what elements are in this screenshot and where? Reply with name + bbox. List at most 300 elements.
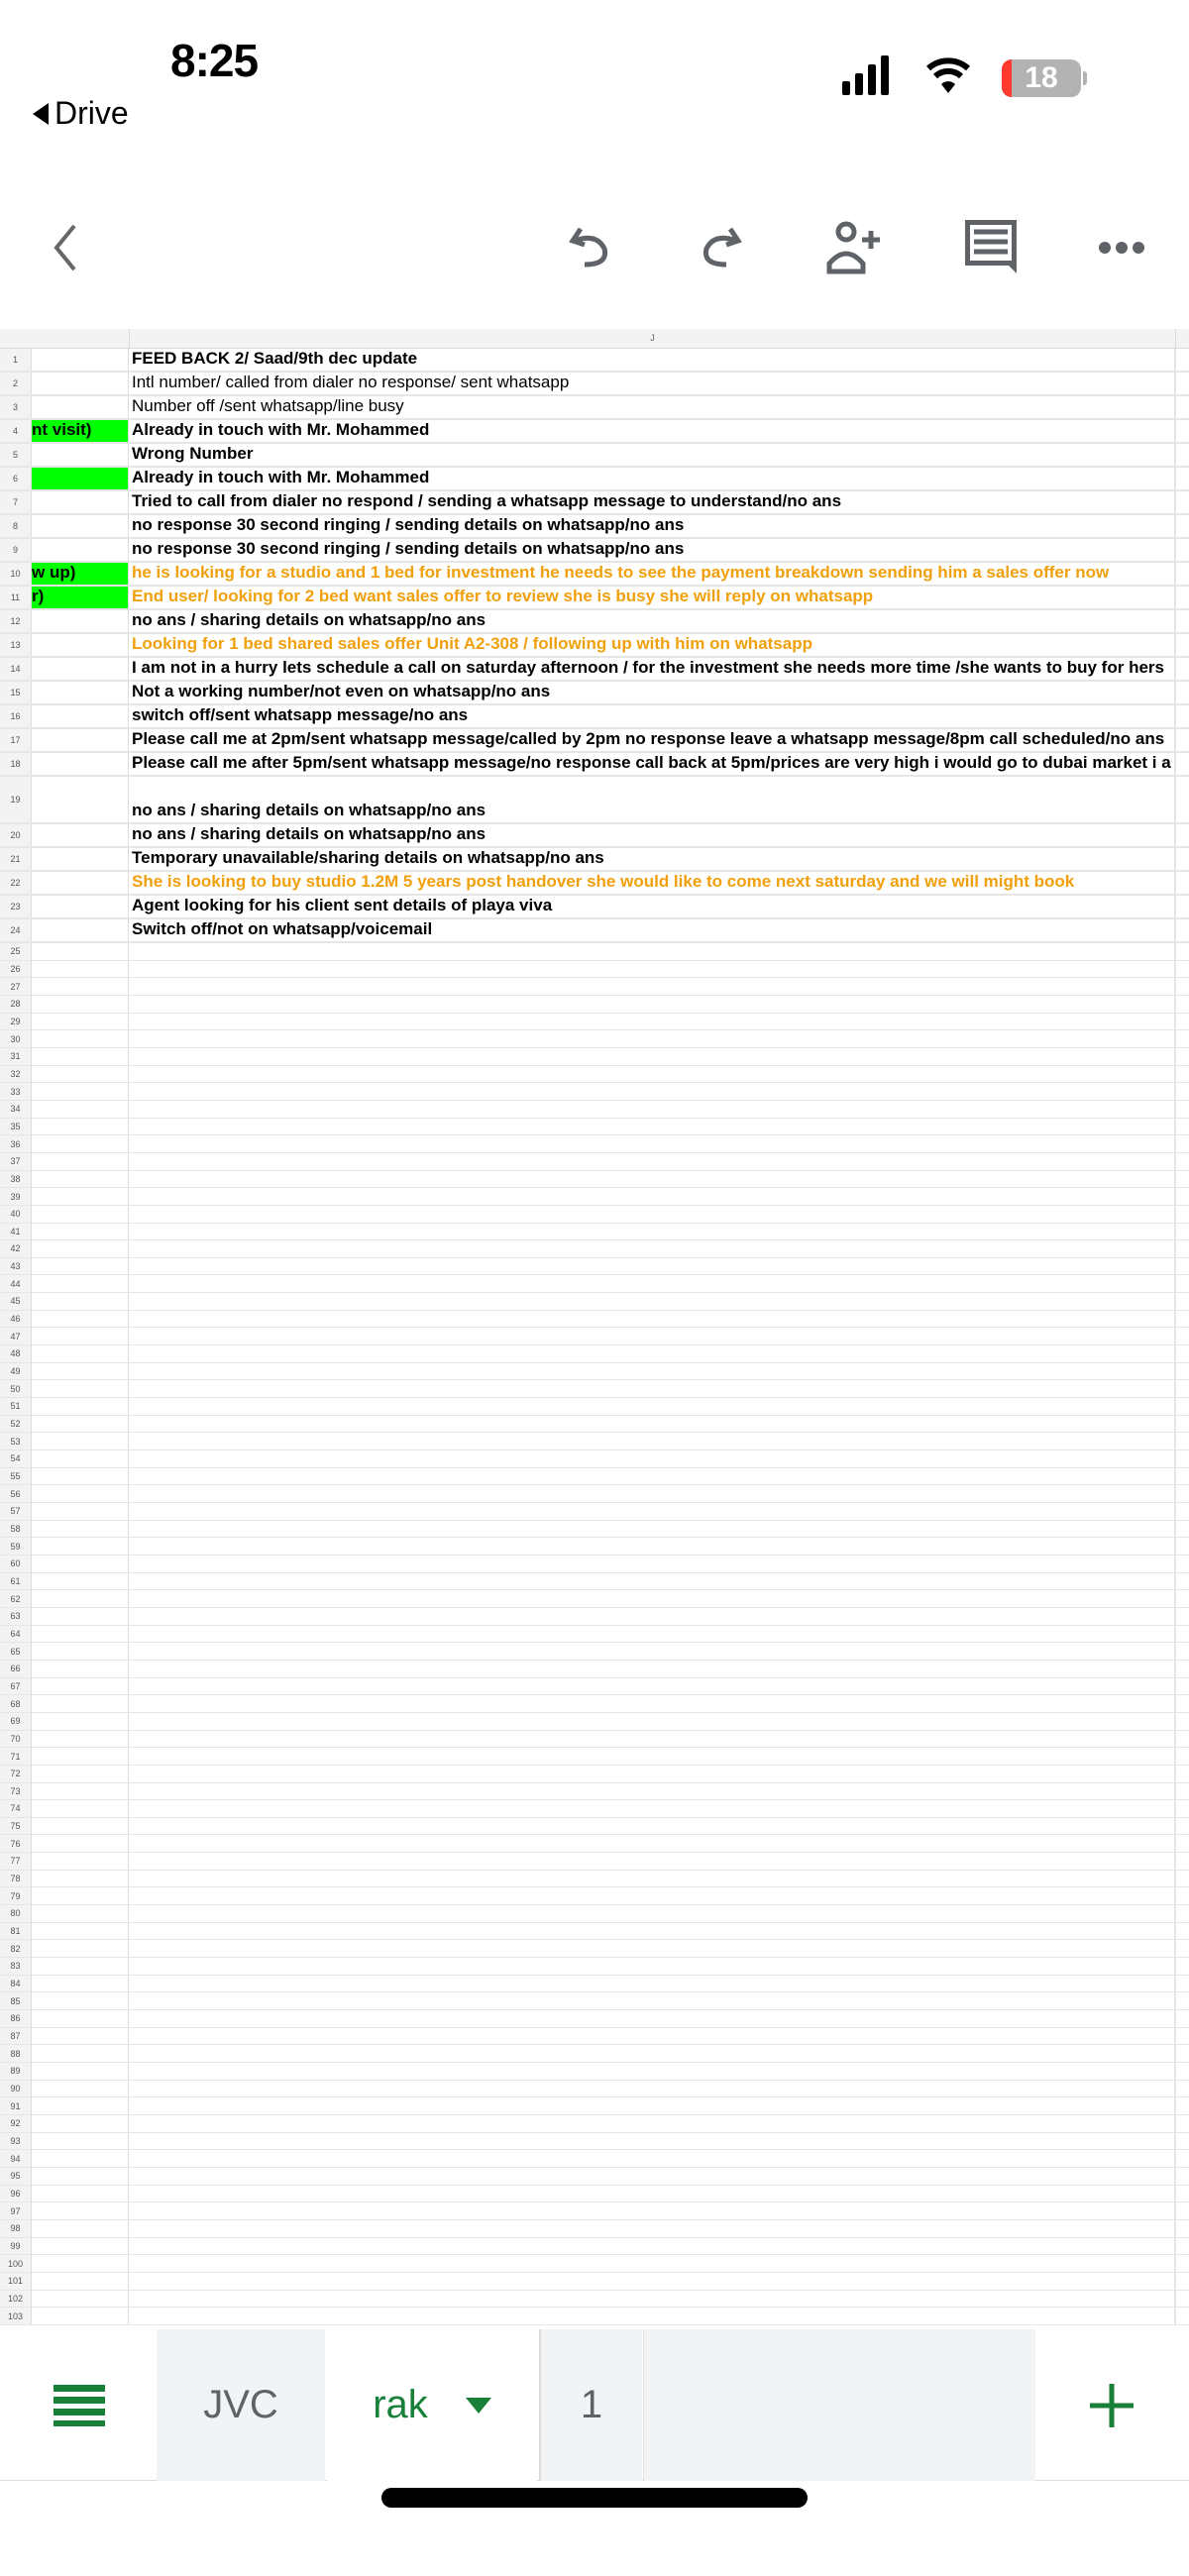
cell-k[interactable]: [1176, 1468, 1189, 1485]
row-number[interactable]: 34: [0, 1101, 32, 1118]
cell-j[interactable]: [129, 2063, 1176, 2080]
cell-j[interactable]: [129, 1345, 1176, 1362]
cell-k[interactable]: [1176, 1976, 1189, 1992]
cell-j[interactable]: [129, 1433, 1176, 1449]
row-number[interactable]: 77: [0, 1853, 32, 1870]
cell-k[interactable]: [1176, 2308, 1189, 2324]
row-number[interactable]: 87: [0, 2028, 32, 2045]
row-number[interactable]: 41: [0, 1224, 32, 1240]
cell-j[interactable]: [129, 1101, 1176, 1118]
row-number[interactable]: 13: [0, 634, 32, 656]
cell-i[interactable]: nt visit): [32, 420, 129, 442]
cell-i[interactable]: [32, 2291, 129, 2308]
cell-k[interactable]: [1176, 444, 1189, 466]
cell-k[interactable]: [1176, 996, 1189, 1013]
cell-i[interactable]: [32, 824, 129, 846]
cell-k[interactable]: [1176, 1608, 1189, 1625]
cell-i[interactable]: [32, 848, 129, 870]
row-number[interactable]: 76: [0, 1835, 32, 1852]
cell-i[interactable]: [32, 1766, 129, 1782]
cell-k[interactable]: [1176, 1066, 1189, 1083]
row-number[interactable]: 45: [0, 1293, 32, 1310]
cell-i[interactable]: [32, 2220, 129, 2237]
row-number[interactable]: 58: [0, 1521, 32, 1538]
row-number[interactable]: 80: [0, 1905, 32, 1922]
cell-i[interactable]: [32, 658, 129, 680]
cell-j[interactable]: [129, 2238, 1176, 2255]
cell-j[interactable]: no ans / sharing details on whatsapp/no ans: [129, 777, 1176, 822]
cell-k[interactable]: [1176, 1992, 1189, 2009]
cell-k[interactable]: [1176, 1275, 1189, 1292]
cell-k[interactable]: [1176, 1101, 1189, 1118]
cell-i[interactable]: [32, 682, 129, 703]
row-number[interactable]: 75: [0, 1818, 32, 1835]
row-number[interactable]: 97: [0, 2202, 32, 2219]
cell-k[interactable]: [1176, 1171, 1189, 1188]
cell-i[interactable]: [32, 1992, 129, 2009]
cell-i[interactable]: [32, 1521, 129, 1538]
row-number[interactable]: 54: [0, 1450, 32, 1467]
cell-k[interactable]: [1176, 1258, 1189, 1275]
row-number[interactable]: 39: [0, 1188, 32, 1205]
cell-i[interactable]: [32, 1345, 129, 1362]
cell-k[interactable]: [1176, 1416, 1189, 1433]
cell-i[interactable]: [32, 1923, 129, 1940]
row-number[interactable]: 90: [0, 2081, 32, 2097]
cell-k[interactable]: [1176, 2291, 1189, 2308]
cell-k[interactable]: [1176, 1030, 1189, 1047]
back-chevron-icon[interactable]: [36, 218, 95, 277]
cell-k[interactable]: [1176, 1958, 1189, 1975]
cell-k[interactable]: [1176, 1713, 1189, 1730]
back-to-drive-link[interactable]: [33, 95, 129, 132]
cell-j[interactable]: [129, 2186, 1176, 2202]
row-number[interactable]: 102: [0, 2291, 32, 2308]
row-number[interactable]: 69: [0, 1713, 32, 1730]
cell-j[interactable]: [129, 1224, 1176, 1240]
cell-k[interactable]: [1176, 1783, 1189, 1800]
cell-j[interactable]: [129, 961, 1176, 978]
row-number[interactable]: 46: [0, 1311, 32, 1328]
cell-i[interactable]: [32, 1363, 129, 1380]
cell-i[interactable]: r): [32, 587, 129, 608]
cell-k[interactable]: [1176, 1293, 1189, 1310]
row-number[interactable]: 24: [0, 919, 32, 941]
cell-i[interactable]: [32, 1731, 129, 1748]
cell-k[interactable]: [1176, 2202, 1189, 2219]
cell-k[interactable]: [1176, 1731, 1189, 1748]
row-number[interactable]: 96: [0, 2186, 32, 2202]
cell-i[interactable]: [32, 2168, 129, 2185]
row-number[interactable]: 60: [0, 1556, 32, 1572]
cell-j[interactable]: [129, 2168, 1176, 2185]
row-number[interactable]: 81: [0, 1923, 32, 1940]
row-number[interactable]: 44: [0, 1275, 32, 1292]
cell-j[interactable]: [129, 2273, 1176, 2290]
row-number[interactable]: 35: [0, 1119, 32, 1135]
row-number[interactable]: 17: [0, 729, 32, 751]
cell-j[interactable]: [129, 1521, 1176, 1538]
sheet-tab-1[interactable]: [539, 2329, 642, 2481]
row-number[interactable]: 48: [0, 1345, 32, 1362]
row-number[interactable]: 23: [0, 896, 32, 917]
row-number[interactable]: 57: [0, 1503, 32, 1520]
row-number[interactable]: 66: [0, 1661, 32, 1677]
row-number[interactable]: 74: [0, 1800, 32, 1817]
row-number[interactable]: 47: [0, 1328, 32, 1344]
cell-i[interactable]: [32, 1240, 129, 1257]
row-number[interactable]: 67: [0, 1678, 32, 1695]
cell-k[interactable]: [1176, 1573, 1189, 1590]
cell-k[interactable]: [1176, 1835, 1189, 1852]
row-number[interactable]: 29: [0, 1014, 32, 1030]
cell-i[interactable]: [32, 2255, 129, 2272]
cell-i[interactable]: [32, 1083, 129, 1100]
cell-j[interactable]: [129, 1800, 1176, 1817]
cell-k[interactable]: [1176, 349, 1189, 371]
cell-i[interactable]: [32, 1224, 129, 1240]
cell-k[interactable]: [1176, 587, 1189, 608]
cell-k[interactable]: [1176, 1224, 1189, 1240]
cell-k[interactable]: [1176, 978, 1189, 995]
cell-k[interactable]: [1176, 1153, 1189, 1170]
cell-i[interactable]: [32, 2150, 129, 2167]
cell-j[interactable]: [129, 1083, 1176, 1100]
cell-k[interactable]: [1176, 848, 1189, 870]
row-number[interactable]: 28: [0, 996, 32, 1013]
row-number[interactable]: 64: [0, 1626, 32, 1643]
cell-j[interactable]: [129, 2150, 1176, 2167]
cell-k[interactable]: [1176, 634, 1189, 656]
cell-j[interactable]: [129, 1608, 1176, 1625]
cell-i[interactable]: [32, 491, 129, 513]
row-number[interactable]: 52: [0, 1416, 32, 1433]
cell-k[interactable]: [1176, 1590, 1189, 1607]
row-number[interactable]: 3: [0, 396, 32, 418]
cell-j[interactable]: [129, 2202, 1176, 2219]
cell-i[interactable]: [32, 1450, 129, 1467]
row-number[interactable]: 59: [0, 1538, 32, 1555]
cell-k[interactable]: [1176, 1661, 1189, 1677]
cell-k[interactable]: [1176, 2150, 1189, 2167]
cell-k[interactable]: [1176, 1311, 1189, 1328]
cell-j[interactable]: [129, 1240, 1176, 1257]
cell-k[interactable]: [1176, 515, 1189, 537]
cell-k[interactable]: [1176, 563, 1189, 585]
cell-j[interactable]: he is looking for a studio and 1 bed for investment he needs to see the payment breakdown sending him a sales offer now: [129, 563, 1176, 585]
row-number[interactable]: 85: [0, 1992, 32, 2009]
cell-i[interactable]: [32, 1643, 129, 1660]
cell-k[interactable]: [1176, 2097, 1189, 2114]
cell-i[interactable]: [32, 539, 129, 561]
cell-k[interactable]: [1176, 2238, 1189, 2255]
cell-i[interactable]: [32, 1835, 129, 1852]
cell-k[interactable]: [1176, 1188, 1189, 1205]
cell-j[interactable]: [129, 2081, 1176, 2097]
cell-k[interactable]: [1176, 1450, 1189, 1467]
cell-i[interactable]: [32, 2308, 129, 2324]
more-icon[interactable]: [1092, 218, 1151, 277]
cell-j[interactable]: [129, 1066, 1176, 1083]
row-number[interactable]: 22: [0, 872, 32, 894]
cell-j[interactable]: Already in touch with Mr. Mohammed: [129, 420, 1176, 442]
cell-k[interactable]: [1176, 1503, 1189, 1520]
cell-j[interactable]: [129, 1976, 1176, 1992]
cell-k[interactable]: [1176, 2168, 1189, 2185]
row-number[interactable]: 38: [0, 1171, 32, 1188]
cell-k[interactable]: [1176, 1380, 1189, 1397]
cell-k[interactable]: [1176, 1521, 1189, 1538]
cell-i[interactable]: [32, 1468, 129, 1485]
cell-k[interactable]: [1176, 824, 1189, 846]
cell-j[interactable]: [129, 1258, 1176, 1275]
cell-j[interactable]: [129, 2308, 1176, 2324]
row-number[interactable]: 79: [0, 1887, 32, 1904]
cell-k[interactable]: [1176, 777, 1189, 822]
row-number[interactable]: 30: [0, 1030, 32, 1047]
cell-i[interactable]: [32, 1380, 129, 1397]
cell-j[interactable]: Looking for 1 bed shared sales offer Unit A2-308 / following up with him on whatsapp: [129, 634, 1176, 656]
cell-i[interactable]: [32, 1626, 129, 1643]
row-number[interactable]: 88: [0, 2045, 32, 2062]
row-number[interactable]: 91: [0, 2097, 32, 2114]
cell-i[interactable]: [32, 1853, 129, 1870]
row-number[interactable]: 61: [0, 1573, 32, 1590]
cell-k[interactable]: [1176, 1766, 1189, 1782]
row-number[interactable]: 10: [0, 563, 32, 585]
cell-i[interactable]: [32, 1905, 129, 1922]
row-number[interactable]: 93: [0, 2133, 32, 2150]
row-number[interactable]: 5: [0, 444, 32, 466]
cell-j[interactable]: [129, 2291, 1176, 2308]
cell-j[interactable]: [129, 1153, 1176, 1170]
cell-k[interactable]: [1176, 1940, 1189, 1957]
row-number[interactable]: 27: [0, 978, 32, 995]
sheet-tab-rak[interactable]: [327, 2329, 537, 2481]
cell-k[interactable]: [1176, 919, 1189, 941]
row-number[interactable]: 42: [0, 1240, 32, 1257]
row-number[interactable]: 37: [0, 1153, 32, 1170]
row-number[interactable]: 51: [0, 1398, 32, 1415]
comment-icon[interactable]: [961, 218, 1021, 277]
cell-j[interactable]: [129, 1538, 1176, 1555]
cell-i[interactable]: [32, 1014, 129, 1030]
cell-i[interactable]: [32, 1958, 129, 1975]
cell-k[interactable]: [1176, 872, 1189, 894]
cell-i[interactable]: w up): [32, 563, 129, 585]
cell-i[interactable]: [32, 872, 129, 894]
cell-j[interactable]: [129, 1661, 1176, 1677]
row-number[interactable]: 65: [0, 1643, 32, 1660]
cell-i[interactable]: [32, 1503, 129, 1520]
cell-k[interactable]: [1176, 658, 1189, 680]
cell-i[interactable]: [32, 1258, 129, 1275]
cell-i[interactable]: [32, 2045, 129, 2062]
cell-k[interactable]: [1176, 729, 1189, 751]
cell-j[interactable]: [129, 1992, 1176, 2009]
row-number[interactable]: 49: [0, 1363, 32, 1380]
cell-j[interactable]: [129, 1835, 1176, 1852]
add-person-icon[interactable]: [824, 218, 884, 277]
cell-j[interactable]: She is looking to buy studio 1.2M 5 years post handover she would like to come next saturday and we will might book: [129, 872, 1176, 894]
row-number[interactable]: 94: [0, 2150, 32, 2167]
cell-k[interactable]: [1176, 420, 1189, 442]
cell-j[interactable]: I am not in a hurry lets schedule a call on saturday afternoon / for the investment she needs more time /she wants to buy for hers: [129, 658, 1176, 680]
cell-i[interactable]: [32, 1066, 129, 1083]
row-number[interactable]: 31: [0, 1048, 32, 1065]
cell-i[interactable]: [32, 468, 129, 489]
cell-i[interactable]: [32, 1887, 129, 1904]
cell-i[interactable]: [32, 1135, 129, 1152]
row-number[interactable]: 56: [0, 1485, 32, 1502]
cell-j[interactable]: [129, 1206, 1176, 1223]
cell-k[interactable]: [1176, 1538, 1189, 1555]
cell-j[interactable]: [129, 1783, 1176, 1800]
cell-k[interactable]: [1176, 1048, 1189, 1065]
cell-j[interactable]: [129, 1748, 1176, 1765]
cell-k[interactable]: [1176, 896, 1189, 917]
cell-i[interactable]: [32, 2081, 129, 2097]
cell-j[interactable]: [129, 1293, 1176, 1310]
cell-j[interactable]: Please call me after 5pm/sent whatsapp message/no response call back at 5pm/prices are very high i would go to dubai market i a: [129, 753, 1176, 775]
cell-j[interactable]: no response 30 second ringing / sending details on whatsapp/no ans: [129, 515, 1176, 537]
row-number[interactable]: 62: [0, 1590, 32, 1607]
row-number[interactable]: 89: [0, 2063, 32, 2080]
cell-k[interactable]: [1176, 1695, 1189, 1712]
cell-j[interactable]: Not a working number/not even on whatsapp/no ans: [129, 682, 1176, 703]
row-number[interactable]: 32: [0, 1066, 32, 1083]
row-number[interactable]: 50: [0, 1380, 32, 1397]
cell-i[interactable]: [32, 2238, 129, 2255]
cell-i[interactable]: [32, 1398, 129, 1415]
cell-k[interactable]: [1176, 1923, 1189, 1940]
cell-i[interactable]: [32, 373, 129, 394]
cell-j[interactable]: [129, 2028, 1176, 2045]
cell-i[interactable]: [32, 1153, 129, 1170]
cell-j[interactable]: [129, 1695, 1176, 1712]
cell-j[interactable]: [129, 1940, 1176, 1957]
cell-i[interactable]: [32, 2202, 129, 2219]
cell-j[interactable]: [129, 1014, 1176, 1030]
cell-i[interactable]: [32, 396, 129, 418]
cell-j[interactable]: no ans / sharing details on whatsapp/no ans: [129, 610, 1176, 632]
cell-k[interactable]: [1176, 1818, 1189, 1835]
cell-j[interactable]: [129, 1398, 1176, 1415]
cell-k[interactable]: [1176, 2063, 1189, 2080]
cell-k[interactable]: [1176, 1014, 1189, 1030]
cell-j[interactable]: [129, 1380, 1176, 1397]
cell-i[interactable]: [32, 1678, 129, 1695]
cell-i[interactable]: [32, 1119, 129, 1135]
cell-k[interactable]: [1176, 1433, 1189, 1449]
cell-j[interactable]: [129, 1905, 1176, 1922]
cell-i[interactable]: [32, 1871, 129, 1887]
cell-j[interactable]: Switch off/not on whatsapp/voicemail: [129, 919, 1176, 941]
row-number[interactable]: 25: [0, 943, 32, 960]
cell-k[interactable]: [1176, 1206, 1189, 1223]
row-number[interactable]: 103: [0, 2308, 32, 2324]
cell-i[interactable]: [32, 1188, 129, 1205]
cell-i[interactable]: [32, 2010, 129, 2027]
all-sheets-menu-icon[interactable]: [40, 2329, 119, 2481]
cell-k[interactable]: [1176, 2255, 1189, 2272]
cell-k[interactable]: [1176, 943, 1189, 960]
cell-j[interactable]: [129, 2045, 1176, 2062]
row-number[interactable]: 73: [0, 1783, 32, 1800]
add-sheet-icon[interactable]: [1080, 2329, 1143, 2481]
cell-i[interactable]: [32, 1573, 129, 1590]
cell-j[interactable]: [129, 1485, 1176, 1502]
row-number[interactable]: 82: [0, 1940, 32, 1957]
cell-k[interactable]: [1176, 682, 1189, 703]
cell-j[interactable]: [129, 1713, 1176, 1730]
cell-j[interactable]: [129, 1887, 1176, 1904]
cell-i[interactable]: [32, 1206, 129, 1223]
cell-k[interactable]: [1176, 705, 1189, 727]
cell-k[interactable]: [1176, 1328, 1189, 1344]
cell-k[interactable]: [1176, 1485, 1189, 1502]
cell-i[interactable]: [32, 996, 129, 1013]
cell-i[interactable]: [32, 444, 129, 466]
cell-k[interactable]: [1176, 1643, 1189, 1660]
cell-i[interactable]: [32, 943, 129, 960]
cell-i[interactable]: [32, 2028, 129, 2045]
cell-j[interactable]: [129, 2255, 1176, 2272]
row-number[interactable]: 33: [0, 1083, 32, 1100]
cell-i[interactable]: [32, 1293, 129, 1310]
cell-k[interactable]: [1176, 1135, 1189, 1152]
cell-j[interactable]: [129, 1171, 1176, 1188]
row-number[interactable]: 95: [0, 2168, 32, 2185]
row-number[interactable]: 2: [0, 373, 32, 394]
cell-i[interactable]: [32, 2186, 129, 2202]
cell-j[interactable]: [129, 1328, 1176, 1344]
row-number[interactable]: 98: [0, 2220, 32, 2237]
cell-k[interactable]: [1176, 468, 1189, 489]
cell-j[interactable]: [129, 1048, 1176, 1065]
cell-i[interactable]: [32, 1311, 129, 1328]
cell-j[interactable]: [129, 1503, 1176, 1520]
redo-icon[interactable]: [690, 218, 749, 277]
cell-i[interactable]: [32, 961, 129, 978]
cell-j[interactable]: [129, 1275, 1176, 1292]
sheet-tab-jvc[interactable]: [157, 2329, 325, 2481]
row-number[interactable]: 8: [0, 515, 32, 537]
cell-j[interactable]: [129, 1766, 1176, 1782]
row-number[interactable]: 101: [0, 2273, 32, 2290]
cell-i[interactable]: [32, 1171, 129, 1188]
cell-j[interactable]: Number off /sent whatsapp/line busy: [129, 396, 1176, 418]
row-number[interactable]: 100: [0, 2255, 32, 2272]
row-number[interactable]: 15: [0, 682, 32, 703]
cell-i[interactable]: [32, 1940, 129, 1957]
cell-k[interactable]: [1176, 1853, 1189, 1870]
cell-j[interactable]: [129, 1626, 1176, 1643]
row-number[interactable]: 11: [0, 587, 32, 608]
cell-i[interactable]: [32, 1713, 129, 1730]
row-number[interactable]: 16: [0, 705, 32, 727]
cell-k[interactable]: [1176, 1887, 1189, 1904]
column-header-j[interactable]: J: [129, 329, 1176, 349]
row-number[interactable]: 26: [0, 961, 32, 978]
cell-j[interactable]: [129, 2220, 1176, 2237]
cell-k[interactable]: [1176, 373, 1189, 394]
cell-i[interactable]: [32, 1416, 129, 1433]
cell-j[interactable]: Intl number/ called from dialer no response/ sent whatsapp: [129, 373, 1176, 394]
cell-i[interactable]: [32, 1101, 129, 1118]
cell-k[interactable]: [1176, 2010, 1189, 2027]
cell-i[interactable]: [32, 2273, 129, 2290]
